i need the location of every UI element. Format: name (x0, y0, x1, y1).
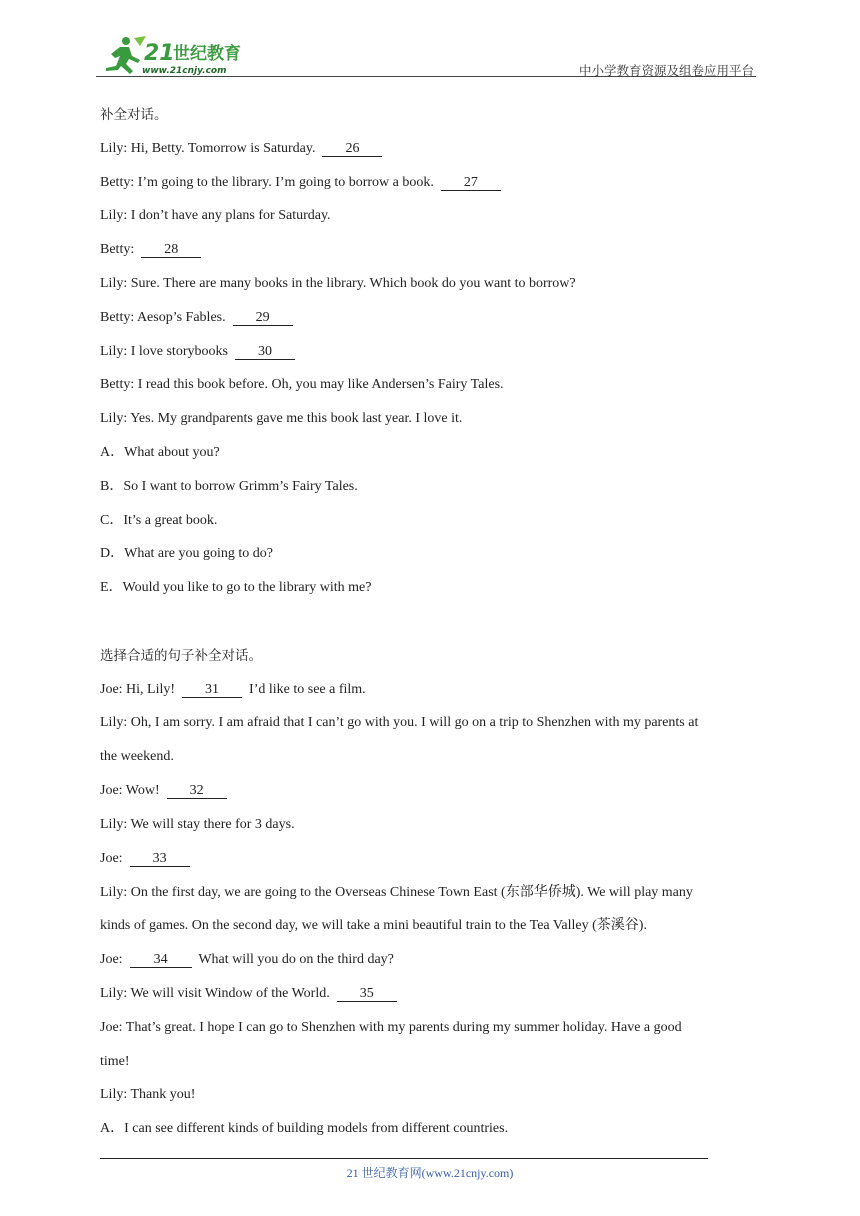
blank-31[interactable]: 31 (182, 683, 242, 698)
dialogue-line: Lily: We will visit Window of the World. 35 (100, 986, 397, 1002)
dialogue-line: Joe: 34 What will you do on the third day? (100, 952, 394, 967)
blank-30[interactable]: 30 (235, 345, 295, 360)
footer-divider (100, 1158, 708, 1159)
dialogue-line: Lily: I don’t have any plans for Saturday. (100, 208, 331, 223)
dialogue-line: Joe: That’s great. I hope I can go to Shenzhen with my parents during my summer holiday. Have a good (100, 1020, 682, 1035)
section1-instruction: 补全对话。 (100, 107, 168, 123)
blank-34[interactable]: 34 (130, 953, 192, 968)
dialogue-line: Lily: I love storybooks 30 (100, 344, 295, 360)
dialogue-line: Lily: Sure. There are many books in the library. Which book do you want to borrow? (100, 276, 576, 291)
svg-text:www.21cnjy.com: www.21cnjy.com (142, 66, 227, 76)
blank-32[interactable]: 32 (167, 784, 227, 799)
page-header (96, 34, 756, 78)
option-b: B．So I want to borrow Grimm’s Fairy Tales. (100, 479, 358, 494)
blank-28[interactable]: 28 (141, 243, 201, 258)
option-a: A．What about you? (100, 445, 220, 460)
svg-text:21: 21 (144, 41, 175, 66)
footer-text: 21 世纪教育网(www.21cnjy.com) (346, 1166, 514, 1180)
blank-33[interactable]: 33 (130, 852, 190, 867)
dialogue-line: Lily: Yes. My grandparents gave me this book last year. I love it. (100, 411, 463, 426)
blank-35[interactable]: 35 (337, 987, 397, 1002)
dialogue-line: kinds of games. On the second day, we will take a mini beautiful train to the Tea Valley (茶溪谷). (100, 918, 647, 933)
dialogue-line: Joe: Hi, Lily! 31 I’d like to see a film. (100, 682, 366, 697)
option-a: A．I can see different kinds of building models from different countries. (100, 1121, 509, 1136)
runner-icon (106, 36, 146, 74)
dialogue-line: Joe: Wow! 32 (100, 783, 227, 799)
dialogue-line: Betty: I’m going to the library. I’m going to borrow a book. 27 (100, 175, 501, 191)
header-platform-text: 中小学教育资源及组卷应用平台 (578, 63, 754, 78)
dialogue-line: Lily: We will stay there for 3 days. (100, 817, 295, 832)
dialogue-line: Lily: Thank you! (100, 1087, 196, 1102)
dialogue-line: Lily: Oh, I am sorry. I am afraid that I can’t go with you. I will go on a trip to Shenzhen with my parents at (100, 715, 699, 730)
dialogue-line: Lily: Hi, Betty. Tomorrow is Saturday. 26 (100, 141, 382, 157)
dialogue-line: the weekend. (100, 749, 174, 764)
blank-26[interactable]: 26 (322, 142, 382, 157)
option-d: D．What are you going to do? (100, 546, 274, 561)
dialogue-line: Joe: 33 (100, 851, 190, 867)
dialogue-line: Betty: Aesop’s Fables. 29 (100, 310, 293, 326)
site-logo (96, 34, 266, 76)
dialogue-line: Lily: On the first day, we are going to the Overseas Chinese Town East (东部华侨城). We will play many (100, 885, 693, 900)
dialogue-line: time! (100, 1054, 130, 1069)
dialogue-line: Betty: 28 (100, 242, 201, 258)
blank-29[interactable]: 29 (233, 311, 293, 326)
header-divider (96, 76, 756, 77)
section2-instruction: 选择合适的句子补全对话。 (100, 648, 262, 664)
option-c: C．It’s a great book. (100, 513, 218, 528)
svg-text:世纪教育: 世纪教育 (173, 44, 241, 64)
option-e: E．Would you like to go to the library with me? (100, 580, 372, 595)
blank-27[interactable]: 27 (441, 176, 501, 191)
dialogue-line: Betty: I read this book before. Oh, you may like Andersen’s Fairy Tales. (100, 377, 504, 392)
